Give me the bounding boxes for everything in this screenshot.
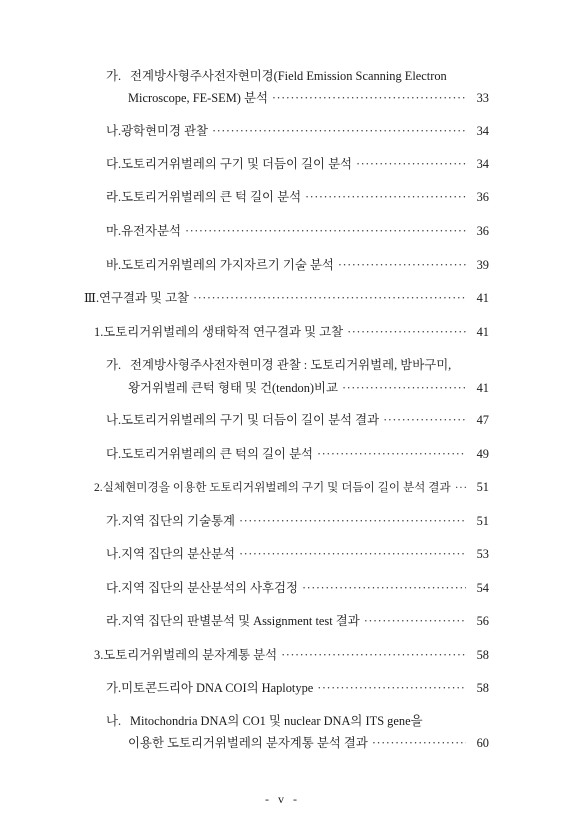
toc-entry-title: 도토리거위벌레의 큰 턱의 길이 분석 xyxy=(121,447,314,461)
toc-dot-leader xyxy=(281,645,466,665)
toc-entry-page: 56 xyxy=(476,614,489,628)
toc-dot-leader xyxy=(193,288,466,308)
toc-entry-page: 53 xyxy=(476,547,489,561)
toc-dot-leader xyxy=(272,88,466,108)
toc-dot-leader xyxy=(342,378,466,398)
toc-entry-title: 도토리거위벌레의 분자계통 분석 xyxy=(103,648,278,662)
toc-entry-number: 2. xyxy=(94,481,103,494)
toc-entry-number: 다. xyxy=(106,581,122,595)
toc-entry-number: Ⅲ. xyxy=(84,291,100,305)
toc-entry-number: 라. xyxy=(106,190,122,204)
toc-dot-leader xyxy=(239,544,466,564)
toc-entry-title: 실체현미경을 이용한 도토리거위벌레의 구기 및 더듬이 길이 분석 결과 xyxy=(102,481,451,494)
page-number-footer: - v - xyxy=(265,792,300,806)
toc-entry-number: 나. xyxy=(106,413,122,427)
toc-entry-title: 도토리거위벌레의 구기 및 더듬이 길이 분석 xyxy=(121,157,353,171)
toc-entry-number: 가. xyxy=(106,69,122,83)
toc-entry-page: 47 xyxy=(476,413,489,427)
toc-entry-number: 3. xyxy=(94,648,104,662)
toc-entry-page: 58 xyxy=(476,648,489,662)
toc-dot-leader xyxy=(338,255,466,275)
toc-entry-title: 미토콘드리아 DNA COI의 Haplotype xyxy=(121,681,314,695)
toc-dot-leader xyxy=(372,733,466,753)
toc-dot-leader xyxy=(317,444,466,464)
toc-entry-title-line1: 전계방사형주사전자현미경 관찰 : 도토리거위벌레, 밤바구미, xyxy=(130,358,452,372)
toc-dot-leader xyxy=(317,678,466,698)
toc-entry-page: 36 xyxy=(476,224,489,238)
toc-entry-page: 33 xyxy=(476,91,489,105)
toc-entry-title-line1: 전계방사형주사전자현미경(Field Emission Scanning Electron xyxy=(130,69,447,83)
toc-dot-leader xyxy=(347,322,466,342)
toc-entry-page: 34 xyxy=(476,124,489,138)
toc-entry-number: 가. xyxy=(106,358,122,372)
toc-entry-title: 도토리거위벌레의 큰 턱 길이 분석 xyxy=(121,190,302,204)
toc-dot-leader xyxy=(185,221,466,241)
toc-entry-title-line2: Microscope, FE-SEM) 분석 xyxy=(128,91,268,105)
toc-dot-leader xyxy=(212,121,466,141)
toc-entry-title-line2: 왕거위벌레 큰턱 형태 및 건(tendon)비교 xyxy=(128,381,338,395)
toc-entry-number: 다. xyxy=(106,157,122,171)
toc-entry-title: 지역 집단의 기술통계 xyxy=(121,514,235,528)
toc-entry-page: 54 xyxy=(476,581,489,595)
toc-entry-page: 41 xyxy=(476,381,489,395)
toc-entry-page: 58 xyxy=(476,681,489,695)
toc-entry-title: 지역 집단의 분산분석의 사후검정 xyxy=(121,581,298,595)
toc-entry-number: 바. xyxy=(106,258,122,272)
toc-entry-title: 지역 집단의 판별분석 및 Assignment test 결과 xyxy=(121,614,360,628)
toc-entry-number: 마. xyxy=(106,224,122,238)
toc-entry-page: 39 xyxy=(476,258,489,272)
toc-entry-title: 연구결과 및 고찰 xyxy=(99,291,190,305)
toc-entry-number: 나. xyxy=(106,714,122,728)
toc-entry-number: 나. xyxy=(106,124,122,138)
toc-entry-title: 도토리거위벌레의 가지자르기 기술 분석 xyxy=(121,258,334,272)
toc-dot-leader xyxy=(302,578,466,598)
toc-entry-title: 지역 집단의 분산분석 xyxy=(121,547,235,561)
toc-dot-leader xyxy=(455,478,466,498)
toc-entry-number: 가. xyxy=(106,681,122,695)
toc-entry-title-line1: Mitochondria DNA의 CO1 및 nuclear DNA의 ITS gene을 xyxy=(130,714,423,728)
toc-entry-title: 광학현미경 관찰 xyxy=(121,124,208,138)
toc-entry-page: 51 xyxy=(476,480,489,494)
toc-dot-leader xyxy=(239,511,466,531)
toc-entry-number: 나. xyxy=(106,547,122,561)
toc-entry-number: 다. xyxy=(106,447,122,461)
toc-entry-page: 49 xyxy=(476,447,489,461)
toc-dot-leader xyxy=(364,611,466,631)
toc-entry-page: 41 xyxy=(476,291,489,305)
toc-entry-number: 1. xyxy=(94,325,104,339)
toc-dot-leader xyxy=(305,187,466,207)
toc-entry-number: 라. xyxy=(106,614,122,628)
toc-entry-number: 가. xyxy=(106,514,122,528)
toc-dot-leader xyxy=(356,154,466,174)
toc-entry-page: 36 xyxy=(476,190,489,204)
toc-entry-title: 도토리거위벌레의 구기 및 더듬이 길이 분석 결과 xyxy=(121,413,380,427)
toc-entry-title: 도토리거위벌레의 생태학적 연구결과 및 고찰 xyxy=(103,325,344,339)
toc-entry-title-line2: 이용한 도토리거위벌레의 분자계통 분석 결과 xyxy=(128,736,368,750)
toc-entry-page: 60 xyxy=(476,736,489,750)
toc-entry-title: 유전자분석 xyxy=(121,224,181,238)
toc-dot-leader xyxy=(383,410,466,430)
toc-entry-page: 34 xyxy=(476,157,489,171)
toc-entry-page: 51 xyxy=(476,514,489,528)
toc-entry-page: 41 xyxy=(476,325,489,339)
